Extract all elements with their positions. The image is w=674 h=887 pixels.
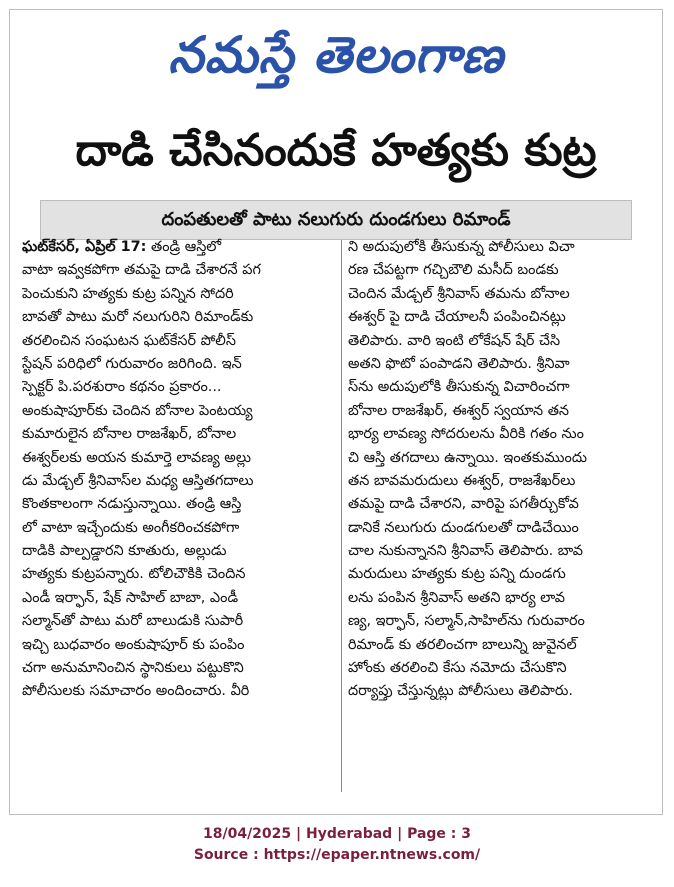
headline: దాడి చేసినందుకే హత్యకు కుట్ర xyxy=(75,125,597,176)
article-line: వాటా ఇవ్వకపోగా తమపై దాడి చేశారనే పగ xyxy=(22,262,261,279)
article-line: తన బావమరుదులు ఈశ్వర్, రాజశేఖర్‌లు xyxy=(348,472,576,489)
footer-source-link: Source : https://epaper.ntnews.com/ xyxy=(193,847,481,863)
article-line: చగా అనుమానించిన స్థానికులు పట్టుకొని xyxy=(22,660,244,677)
subheadline-box: దంపతులతో పాటు నలుగురు దుండగులు రిమాండ్ xyxy=(40,200,632,240)
article-line: సల్మాన్‌తో పాటు మరో బాలుడుకి సుపారీ xyxy=(22,613,244,630)
article-line: ఎండీ ఇర్ఫాన్, షేక్ సాహిల్ బాబా, ఎండీ xyxy=(22,589,239,606)
article-column-right xyxy=(348,236,644,704)
article-line: లో వాటా ఇచ్చేందుకు అంగీకరించకపోగా xyxy=(22,519,240,536)
article-line: ఇచ్చి బుధవారం అంకుషాపూర్ కు పంపిం xyxy=(22,636,245,653)
article-column-left xyxy=(22,236,336,704)
article-line: ఈశ్వర్ పై దాడి చేయాలనీ పంపించినట్లు xyxy=(348,309,566,326)
article-line: స్‌ను అదుపులోకి తీసుకున్న విచారించగా xyxy=(348,379,570,396)
masthead-logo: నమస్తే తెలంగాణ xyxy=(168,25,504,84)
article-line: స్పెక్టర్ పి.పరశురాం కథనం ప్రకారం... xyxy=(22,379,222,396)
article-line: తెలిపారు. వారి ఇంటి లోకేషన్ షేర్ చేసి xyxy=(348,332,561,349)
article-line xyxy=(22,236,336,259)
article-line: బావతో పాటు మరో నలుగురిని రిమాండ్‌కు xyxy=(22,309,254,326)
article-line: మరుదులు హత్యకు కుట్ర పన్ని దుండగు xyxy=(348,566,566,583)
article-line: ని అదుపులోకి తీసుకున్న పోలీసులు విచా xyxy=(348,239,575,255)
article-line: పెంచుకుని హత్యకు కుట్ర పన్నిన సోదరి xyxy=(22,285,234,302)
article-line: చెందిన మేడ్చల్ శ్రీనివాస్ తమను బోనాల xyxy=(348,285,570,302)
article-line: బోనాల రాజశేఖర్, ఈశ్వర్ స్వయాన తన xyxy=(348,402,570,419)
article-line: దర్యాప్తు చేస్తున్నట్లు పోలీసులు తెలిపారు. xyxy=(348,683,573,700)
article-line: స్టేషన్ పరిధిలో గురువారం జరిగింది. ఇన్ xyxy=(22,355,242,372)
article-line: డు మేడ్చల్ శ్రీనివాస్‌ల మధ్య ఆస్తితగదాలు xyxy=(22,472,254,489)
article-line: అంకుషాపూర్‌కు చెందిన బోనాల పెంటయ్య xyxy=(22,402,253,419)
article-line: కుమారులైన బోనాల రాజశేఖర్, బోనాల xyxy=(22,426,237,443)
article-line: డానికే నలుగురు దుండగులతో దాడిచేయిం xyxy=(348,519,579,536)
article-line: హత్యకు కుట్రపన్నారు. టోలిచౌకికి చెందిన xyxy=(22,566,246,583)
article-line: హోంకు తరలించి కేసు నమోదు చేసుకొని xyxy=(348,660,567,677)
article-line: పోలీసులకు సమాచారం అందించారు. వీరి xyxy=(22,683,250,700)
column-divider xyxy=(341,240,342,792)
article-line: రిమాండ్ కు తరలించగా బాలున్ని జువైనల్ xyxy=(348,636,577,653)
article-line: రణ చేపట్టగా గచ్చిబౌలి మసీద్ బండకు xyxy=(348,262,559,279)
dateline: ఘట్‌కేసర్, ఏప్రిల్ 17: xyxy=(22,239,147,255)
article-line: చాల నుకున్నానని శ్రీనివాస్ తెలిపారు. బావ xyxy=(348,543,584,560)
article-line: తరలించిన సంఘటన ఘట్‌కేసర్ పోలీస్ xyxy=(22,332,236,349)
article-line: లను పంపిన శ్రీనివాస్ అతని భార్య లావ xyxy=(348,589,565,606)
article-line: తమపై దాడి చేశారని, వారిపై పగతీర్చుకోవ xyxy=(348,496,579,513)
article-line: చి ఆస్తి తగదాలు ఉన్నాయి. ఇంతకుముందు xyxy=(348,449,587,466)
article-line-text: తండ్రి ఆస్తిలో xyxy=(151,239,222,255)
article-line: ణ్య, ఇర్ఫాన్, సల్మాన్,సాహిల్‌ను గురువారం xyxy=(348,613,585,630)
article-line: అతని ఫొటో పంపాడని తెలిపారు. శ్రీనివా xyxy=(348,355,570,372)
article-line: ఈశ్వర్‌లకు అయన కుమార్తె లావణ్య అల్లు xyxy=(22,449,252,466)
footer-date-page: 18/04/2025 | Hyderabad | Page : 3 xyxy=(202,826,472,842)
article-line: భార్య లావణ్య సోదరులను వీరికి గతం నుం xyxy=(348,426,584,443)
article-line: దాడికి పాల్పడ్డారని కూతురు, అల్లుడు xyxy=(22,543,227,560)
article-line: కొంతకాలంగా నడుస్తున్నాయి. తండ్రి ఆస్తి xyxy=(22,496,242,513)
